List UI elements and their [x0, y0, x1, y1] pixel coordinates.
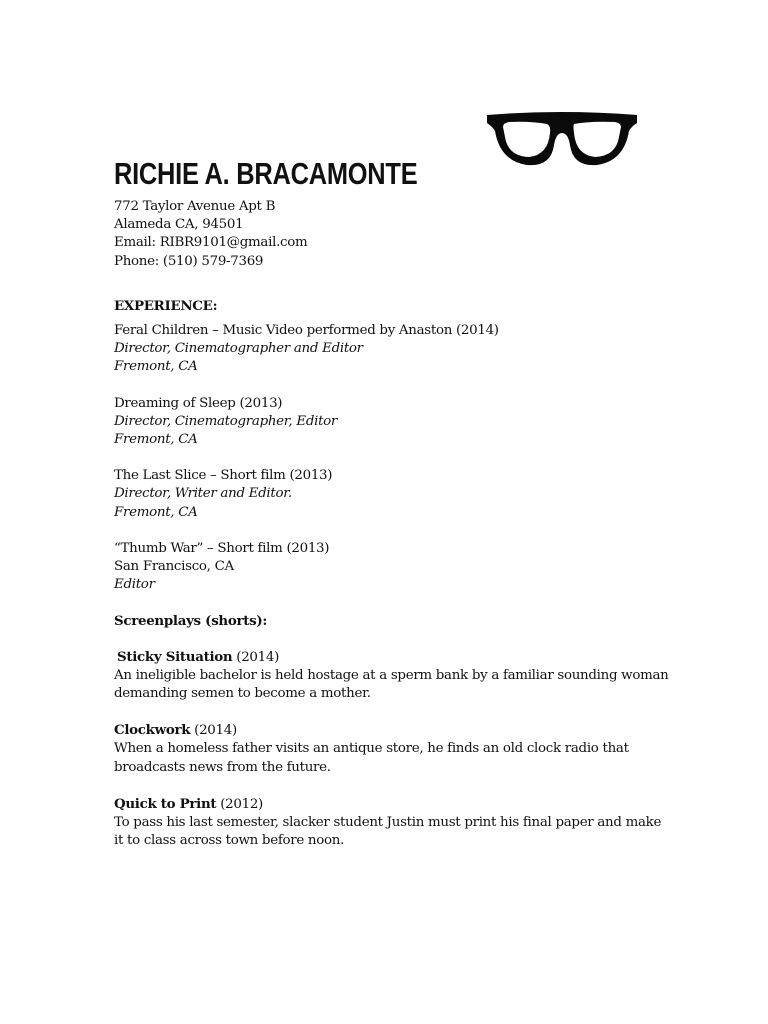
screenplay-title: Clockwork — [114, 722, 191, 739]
resume-body — [114, 198, 674, 868]
address-line-2: Alameda CA, 94501 — [114, 217, 244, 233]
entry-role: Director, Writer and Editor. — [114, 486, 292, 502]
screenplay-title: Sticky Situation — [117, 648, 233, 665]
screenplays-heading: Screenplays (shorts): — [114, 613, 268, 630]
entry-location: Fremont, CA — [114, 432, 198, 448]
screenplay-year: (2012) — [216, 796, 263, 812]
entry-role: Editor — [114, 577, 155, 593]
phone-line: Phone: (510) 579-7369 — [114, 253, 264, 269]
screenplay-description: When a homeless father visits an antique store, he finds an old clock radio that broadcasts news from the future. — [114, 741, 629, 775]
entry-title: “Thumb War” – Short film (2013) — [114, 540, 330, 556]
entry-role: Director, Cinematographer, Editor — [114, 413, 338, 429]
screenplay-description: To pass his last semester, slacker student Justin must print his final paper and make it to class across town before noon. — [114, 815, 662, 849]
entry-title: Dreaming of Sleep (2013) — [114, 395, 283, 411]
screenplay-title-line — [114, 721, 674, 740]
screenplay-title-line — [114, 795, 674, 814]
screenplay-description: An ineligible bachelor is held hostage at a sperm bank by a familiar sounding woman demanding semen to become a mother. — [114, 667, 669, 702]
experience-entry — [114, 395, 674, 450]
screenplay-year: (2014) — [232, 649, 279, 665]
screenplay-title-line — [114, 648, 674, 667]
screenplay-entry — [114, 795, 674, 851]
entry-location: Fremont, CA — [114, 359, 198, 375]
experience-heading: EXPERIENCE: — [114, 297, 218, 314]
entry-location: San Francisco, CA — [114, 559, 234, 575]
eyeglasses-icon — [481, 103, 643, 183]
screenplay-title: Quick to Print — [114, 795, 217, 812]
address-line-1: 772 Taylor Avenue Apt B — [114, 199, 276, 214]
screenplay-entry — [114, 648, 674, 704]
entry-title: Feral Children – Music Video performed by Anaston (2014) — [114, 323, 499, 339]
entry-role: Director, Cinematographer and Editor — [114, 341, 363, 357]
candidate-name: RICHIE A. BRACAMONTE — [114, 156, 418, 191]
email-line: Email: RIBR9101@gmail.com — [114, 235, 308, 251]
experience-entry — [114, 322, 674, 377]
screenplay-entry — [114, 721, 674, 777]
experience-entry — [114, 540, 674, 595]
entry-title: The Last Slice – Short film (2013) — [114, 468, 333, 484]
screenplay-year: (2014) — [190, 723, 237, 739]
entry-location: Fremont, CA — [114, 504, 198, 520]
contact-block — [114, 198, 674, 271]
experience-entry — [114, 467, 674, 522]
